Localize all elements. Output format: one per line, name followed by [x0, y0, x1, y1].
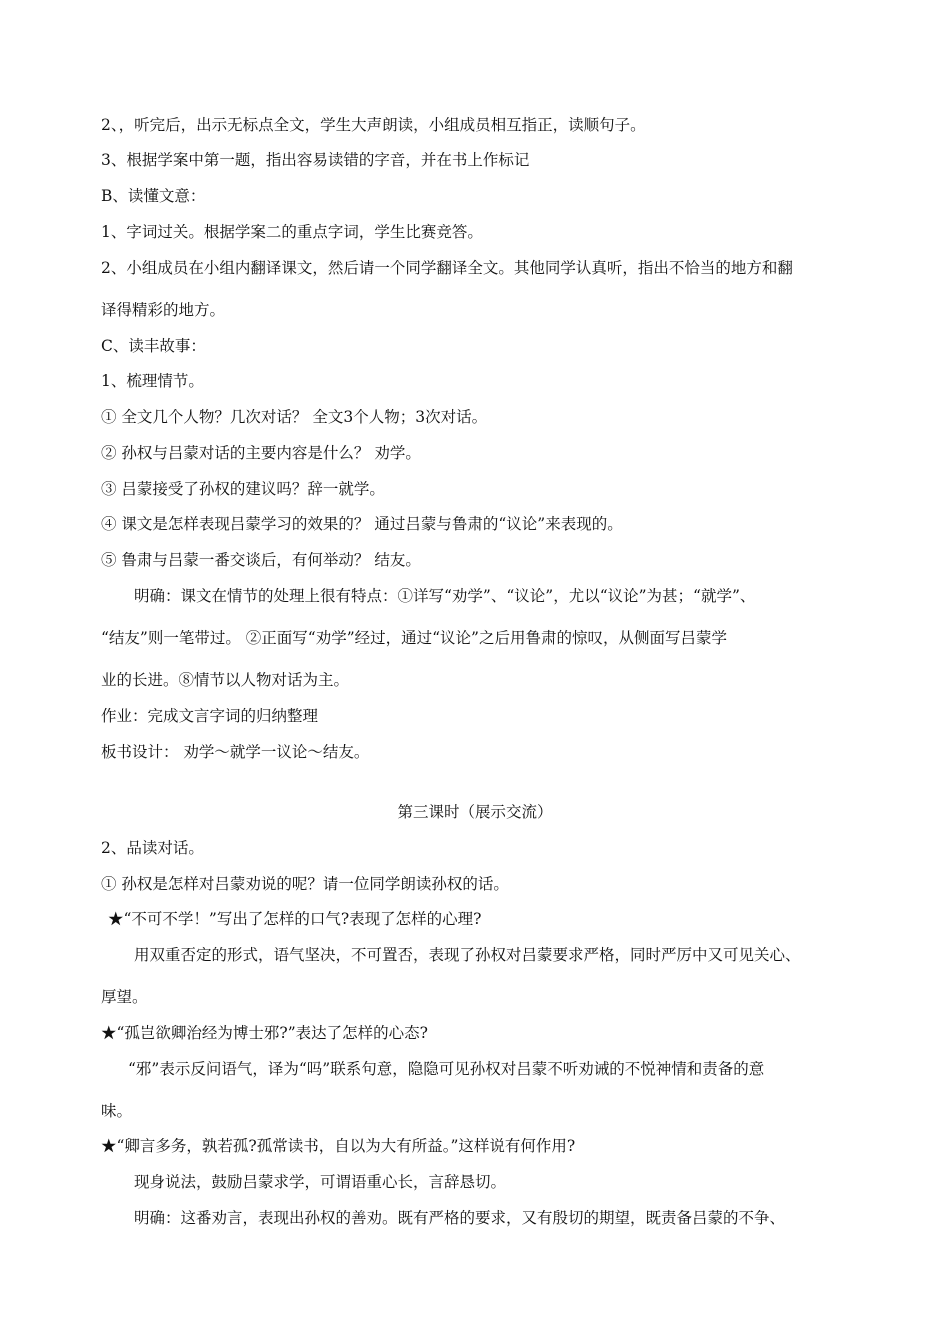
text-line: 现身说法，鼓励吕蒙求学，可谓语重心长，言辞恳切。: [134, 1173, 507, 1191]
list-item: ⑤ 鲁肃与吕蒙一番交谈后，有何举动？ 结友。: [101, 551, 421, 569]
text-line: 3、根据学案中第一题，指出容易读错的字音，并在书上作标记: [101, 151, 530, 169]
text-line: 2、品读对话。: [101, 839, 204, 857]
list-item: ② 孙权与吕蒙对话的主要内容是什么？ 劝学。: [101, 444, 421, 462]
text-line: 用双重否定的形式，语气坚决，不可置否，表现了孙权对吕蒙要求严格，同时严厉中又可见关心、: [134, 946, 801, 964]
text-line: 作业：完成文言字词的归纳整理: [101, 707, 319, 725]
star-question: ★“不可不学！”写出了怎样的口气?表现了怎样的心理?: [108, 910, 482, 928]
list-item: ① 全文几个人物？几次对话？ 全文3个人物；3次对话。: [101, 408, 488, 426]
list-item: ① 孙权是怎样对吕蒙劝说的呢？请一位同学朗读孙权的话。: [101, 875, 509, 893]
section-title: 第三课时（展示交流）: [397, 803, 553, 821]
text-line: 板书设计： 劝学～就学一议论～结友。: [101, 743, 370, 761]
star-question: ★“孤岂欲卿治经为博士邪?”表达了怎样的心态?: [101, 1024, 428, 1042]
text-line: 业的长进。⑧情节以人物对话为主。: [101, 671, 350, 689]
text-line: 1、字词过关。根据学案二的重点字词，学生比赛竞答。: [101, 223, 483, 241]
star-question: ★“卿言多务，孰若孤?孤常读书，自以为大有所益。”这样说有何作用?: [101, 1137, 576, 1155]
text-line: 1、梳理情节。: [101, 372, 204, 390]
section-heading: B、读懂文意：: [101, 187, 206, 205]
text-line: 味。: [101, 1102, 133, 1120]
text-line: 2、，听完后，出示无标点全文，学生大声朗读，小组成员相互指正，读顺句子。: [101, 116, 646, 134]
list-item: ③ 吕蒙接受了孙权的建议吗？辞一就学。: [101, 480, 385, 498]
text-line: “邪”表示反问语气，译为“吗”联系句意，隐隐可见孙权对吕蒙不听劝诫的不悦神情和责备的意: [128, 1060, 765, 1078]
text-line: 译得精彩的地方。: [101, 301, 226, 319]
text-line: 2、小组成员在小组内翻译课文，然后请一个同学翻译全文。其他同学认真听，指出不恰当的地方和翻: [101, 259, 793, 277]
text-line: 明确：这番劝言，表现出孙权的善劝。既有严格的要求，又有殷切的期望，既责备吕蒙的不争、: [134, 1209, 786, 1227]
text-line: “结友”则一笔带过。 ②正面写“劝学”经过，通过“议论”之后用鲁肃的惊叹，从侧面写吕蒙学: [101, 629, 727, 647]
list-item: ④ 课文是怎样表现吕蒙学习的效果的？ 通过吕蒙与鲁肃的“议论”来表现的。: [101, 515, 623, 533]
section-heading: C、读丰故事：: [101, 337, 206, 355]
text-line: 明确：课文在情节的处理上很有特点：①详写“劝学”、“议论”，尤以“议论”为甚；“就学”、: [134, 587, 756, 605]
text-line: 厚望。: [101, 988, 148, 1006]
